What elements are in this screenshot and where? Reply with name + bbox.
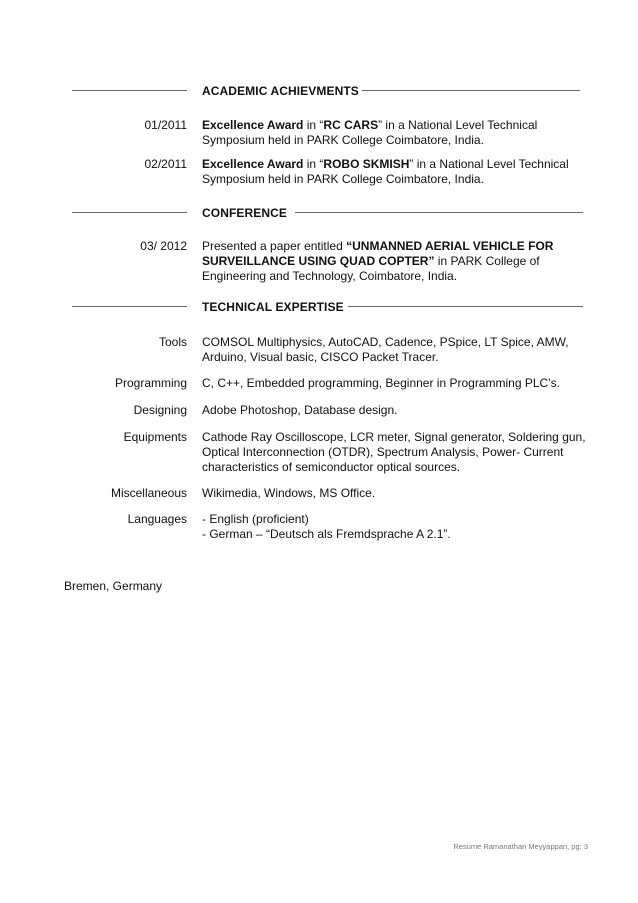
section-rule-left [72,306,187,307]
skill-label-designing: Designing [133,403,187,417]
section-rule-right [348,306,583,307]
section-title-academic: ACADEMIC ACHIEVMENTS [202,84,359,98]
skill-value-equipments: Cathode Ray Oscilloscope, LCR meter, Signal generator, Soldering gun, Optical Interconnection (OTDR), Spectrum Analysis, Power- Current characteristics of semiconductor optical sources. [202,430,586,474]
skill-value-miscellaneous: Wikimedia, Windows, MS Office. [202,486,376,500]
entry-description: Presented a paper entitled “UNMANNED AERIAL VEHICLE FOR SURVEILLANCE USING QUAD COPTER” in PARK College of Engineering and Technology, Coimbatore, India. [202,239,554,283]
skill-value-tools: COMSOL Multiphysics, AutoCAD, Cadence, PSpice, LT Spice, AMW, Arduino, Visual basic, CISCO Packet Tracer. [202,335,569,364]
skill-label-tools: Tools [158,335,187,349]
entry-date: 01/2011 [144,118,187,132]
entry-date: 02/2011 [144,157,187,171]
location: Bremen, Germany [64,579,163,593]
section-rule-right [295,212,583,213]
section-rule-left [72,90,187,91]
skill-label-programming: Programming [114,376,187,390]
skill-value-languages: - English (proficient) - German – “Deutsch als Fremdsprache A 2.1”. [202,512,451,541]
section-rule-left [72,212,187,213]
skill-label-languages: Languages [127,512,187,526]
entry-description: Excellence Award in “RC CARS” in a National Level Technical Symposium held in PARK College Coimbatore, India. [202,118,538,147]
entry-description: Excellence Award in “ROBO SKMISH” in a National Level Technical Symposium held in PARK College Coimbatore, India. [202,157,569,186]
skill-label-equipments: Equipments [123,430,187,444]
skill-label-miscellaneous: Miscellaneous [110,486,187,500]
entry-date: 03/ 2012 [140,239,187,253]
skill-value-designing: Adobe Photoshop, Database design. [202,403,398,417]
section-title-technical: TECHNICAL EXPERTISE [202,300,344,314]
section-rule-right [362,90,580,91]
skill-value-programming: C, C++, Embedded programming, Beginner in Programming PLC’s. [202,376,560,390]
section-title-conference: CONFERENCE [202,206,288,220]
page-footer: Resume Ramanathan Meyyappan, pg: 3 [453,842,588,851]
